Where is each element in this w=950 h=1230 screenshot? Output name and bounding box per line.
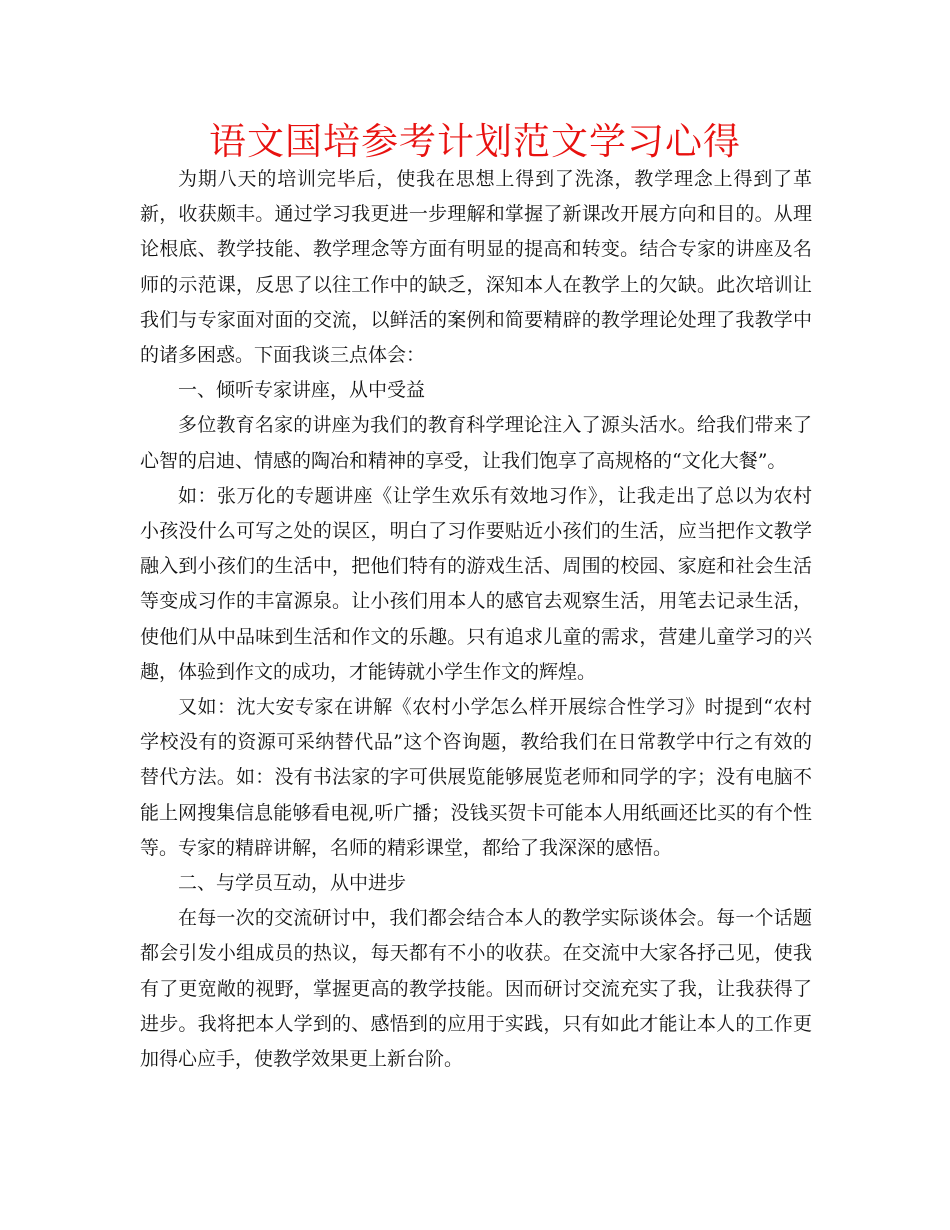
paragraph: 在每一次的交流研讨中，我们都会结合本人的教学实际谈体会。每一个话题都会引发小组成员的热议，每天都有不小的收获。在交流中大家各抒己见，使我有了更宽敞的视野，掌握更高的教学技能。因而研讨交流充实了我，让我获得了进步。我将把本人学到的、感悟到的应用于实践，只有如此才能让本人的工作更加得心应手，使教学效果更上新台阶。 bbox=[140, 907, 812, 1071]
document-title: 语文国培参考计划范文学习心得 bbox=[209, 120, 741, 163]
section-heading-2: 二、与学员互动，从中进步 bbox=[178, 872, 407, 895]
paragraph: 又如：沈大安专家在讲解《农村小学怎么样开展综合性学习》时提到“农村学校没有的资源可采纳替代品”这个咨询题，教给我们在日常教学中行之有效的替代方法。如：没有书法家的字可供展览能够展览老师和同学的字；没有电脑不能上网搜集信息能够看电视,听广播；没钱买贺卡可能本人用纸画还比买的有个性等。专家的精辟讲解，名师的精彩课堂，都给了我深深的感悟。 bbox=[140, 696, 812, 859]
section-heading-1: 一、倾听专家讲座，从中受益 bbox=[178, 379, 426, 402]
paragraph-intro: 为期八天的培训完毕后，使我在思想上得到了洗涤，教学理念上得到了革新，收获颇丰。通过学习我更进一步理解和掌握了新课改开展方向和目的。从理论根底、教学技能、教学理念等方面有明显的提高和转变。结合专家的讲座及名师的示范课，反思了以往工作中的缺乏，深知本人在教学上的欠缺。此次培训让我们与专家面对面的交流，以鲜活的案例和简要精辟的教学理论处理了我教学中的诸多困惑。下面我谈三点体会： bbox=[140, 168, 812, 367]
paragraph: 多位教育名家的讲座为我们的教育科学理论注入了源头活水。给我们带来了心智的启迪、情感的陶冶和精神的享受，让我们饱享了高规格的“文化大餐”。 bbox=[140, 414, 812, 472]
paragraph: 如：张万化的专题讲座《让学生欢乐有效地习作》，让我走出了总以为农村小孩没什么可写之处的误区，明白了习作要贴近小孩们的生活，应当把作文教学融入到小孩们的生活中，把他们特有的游戏生活、周围的校园、家庭和社会生活等变成习作的丰富源泉。让小孩们用本人的感官去观察生活，用笔去记录生活，使他们从中品味到生活和作文的乐趣。只有追求儿童的需求，营建儿童学习的兴趣，体验到作文的成功，才能铸就小学生作文的辉煌。 bbox=[140, 484, 812, 683]
document-body bbox=[140, 162, 812, 1077]
